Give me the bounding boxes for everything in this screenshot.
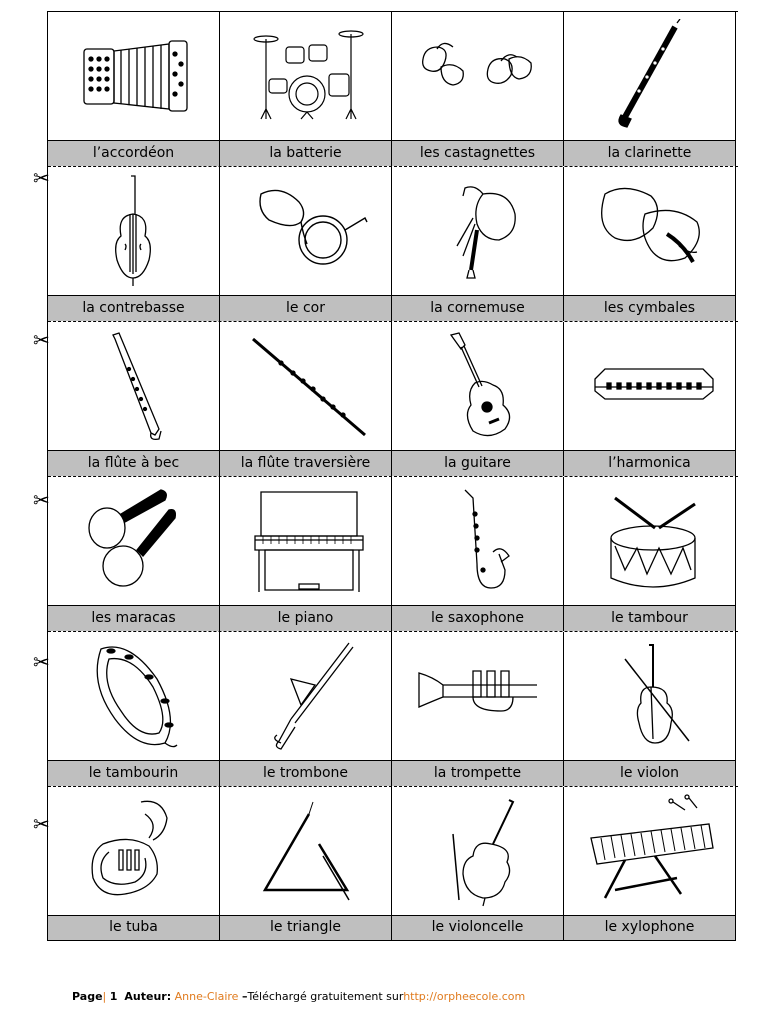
page-footer <box>72 990 525 1003</box>
card-label-text: la batterie <box>269 145 342 161</box>
scissors-icon: ✂ <box>33 328 50 352</box>
card <box>392 477 564 631</box>
card <box>392 167 564 321</box>
card <box>392 632 564 786</box>
card <box>220 787 392 941</box>
card-label <box>48 915 219 941</box>
drum-icon <box>564 477 735 605</box>
scissors-icon: ✂ <box>33 488 50 512</box>
accordion-icon <box>48 12 219 140</box>
card-label-text: le triangle <box>270 919 341 935</box>
card <box>48 322 220 476</box>
card-label-text: le piano <box>277 610 334 626</box>
xylophone-icon <box>564 787 735 915</box>
cymbals-icon <box>564 167 735 295</box>
scissors-icon: ✂ <box>33 650 50 674</box>
card-label <box>564 140 735 166</box>
card-label-text: les cymbales <box>603 300 696 316</box>
card-label <box>220 605 391 631</box>
card-label-text: le violoncelle <box>431 919 524 935</box>
saxophone-icon <box>392 477 563 605</box>
card-label-text: la contrebasse <box>82 300 185 316</box>
author-colon: : <box>166 990 172 1003</box>
card <box>564 167 736 321</box>
card-label-text: le tuba <box>109 919 158 935</box>
card-label <box>48 450 219 476</box>
card <box>564 322 736 476</box>
maracas-icon <box>48 477 219 605</box>
card-label <box>392 605 563 631</box>
card <box>48 477 220 631</box>
card-label-text: le trombone <box>262 765 349 781</box>
card-label-text: la flûte à bec <box>87 455 180 471</box>
card <box>220 167 392 321</box>
card <box>220 12 392 166</box>
card-label <box>48 760 219 786</box>
card-label-text: la guitare <box>444 455 511 471</box>
card-label-text: le tambourin <box>88 765 179 781</box>
card-row <box>48 787 738 941</box>
card-label-text: le tambour <box>611 610 688 626</box>
card-label <box>48 295 219 321</box>
card-label-text: l’accordéon <box>92 145 175 161</box>
card <box>564 12 736 166</box>
card <box>48 12 220 166</box>
cello-icon <box>392 787 563 915</box>
flute-icon <box>220 322 391 450</box>
card-label <box>392 295 563 321</box>
card-label <box>392 140 563 166</box>
card <box>392 322 564 476</box>
card-label <box>220 915 391 941</box>
card-row <box>48 477 738 632</box>
card-label-text: le cor <box>286 300 325 316</box>
card <box>564 787 736 941</box>
recorder-icon <box>48 322 219 450</box>
card-label <box>564 760 735 786</box>
card-label-text: la flûte traversière <box>240 455 371 471</box>
harmonica-icon <box>564 322 735 450</box>
card-label-text: les maracas <box>91 610 176 626</box>
footer-dash: – <box>241 990 248 1003</box>
trumpet-icon <box>392 632 563 760</box>
card-label <box>392 915 563 941</box>
card-label <box>564 605 735 631</box>
card <box>220 632 392 786</box>
card-label-text: le violon <box>619 765 680 781</box>
page-label: Page <box>72 990 103 1003</box>
scissors-icon: ✂ <box>33 166 50 190</box>
card-label <box>564 915 735 941</box>
card-label-text: la cornemuse <box>430 300 525 316</box>
card-row <box>48 632 738 787</box>
violin-icon <box>564 632 735 760</box>
tuba-icon <box>48 787 219 915</box>
drum-kit-icon <box>220 12 391 140</box>
card-label <box>48 140 219 166</box>
guitar-icon <box>392 322 563 450</box>
card-label <box>564 295 735 321</box>
downloaded-text: Téléchargé gratuitement sur <box>247 990 404 1003</box>
card <box>564 477 736 631</box>
author-name: Anne-Claire <box>174 990 239 1003</box>
double-bass-icon <box>48 167 219 295</box>
card <box>392 12 564 166</box>
page-number: 1 <box>109 990 118 1003</box>
card-row <box>48 12 738 167</box>
card-label-text: le saxophone <box>430 610 525 626</box>
card-label <box>392 450 563 476</box>
card-label-text: la clarinette <box>607 145 692 161</box>
card-label-text: la trompette <box>433 765 522 781</box>
triangle-icon <box>220 787 391 915</box>
flashcard-grid <box>47 11 738 941</box>
clarinet-icon <box>564 12 735 140</box>
card-label <box>220 295 391 321</box>
trombone-icon <box>220 632 391 760</box>
french-horn-icon <box>220 167 391 295</box>
card-label-text: le xylophone <box>604 919 695 935</box>
card-row <box>48 322 738 477</box>
card-label <box>564 450 735 476</box>
author-label: Auteur <box>124 990 167 1003</box>
card-label <box>48 605 219 631</box>
card-label <box>220 140 391 166</box>
card <box>564 632 736 786</box>
card-row <box>48 167 738 322</box>
site-link[interactable]: http://orpheecole.com <box>403 990 526 1003</box>
card-label <box>220 450 391 476</box>
piano-icon <box>220 477 391 605</box>
card <box>392 787 564 941</box>
castanets-icon <box>392 12 563 140</box>
card <box>220 322 392 476</box>
card <box>48 167 220 321</box>
card <box>48 632 220 786</box>
card <box>220 477 392 631</box>
scissors-icon: ✂ <box>33 812 50 836</box>
card <box>48 787 220 941</box>
card-label-text: les castagnettes <box>419 145 536 161</box>
card-label-text: l’harmonica <box>608 455 691 471</box>
card-label <box>220 760 391 786</box>
bagpipes-icon <box>392 167 563 295</box>
card-label <box>392 760 563 786</box>
tambourine-icon <box>48 632 219 760</box>
footer-separator: | <box>102 990 107 1003</box>
